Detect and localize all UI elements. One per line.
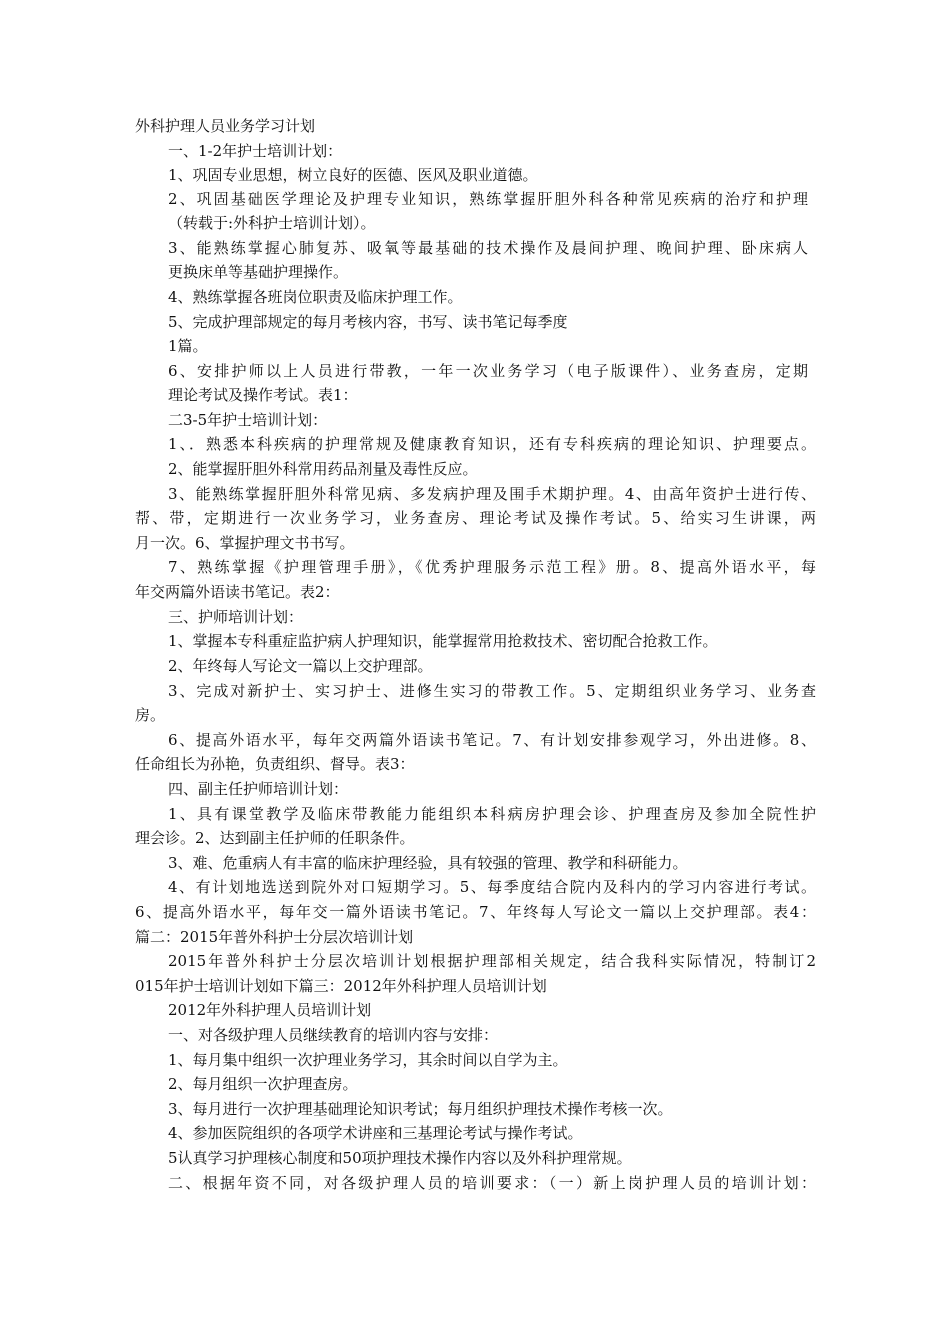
text-line: 1、掌握本专科重症监护病人护理知识，能掌握常用抢救技术、密切配合抢救工作。 (168, 632, 718, 650)
text-line: （转载于:外科护士培训计划）。 (168, 214, 376, 232)
text-line: 更换床单等基础护理操作。 (168, 263, 349, 281)
text-line: 6、安排护师以上人员进行带教，一年一次业务学习（电子版课件）、业务查房，定期 (168, 362, 808, 380)
section-heading: 篇二：2015年普外科护士分层次培训计划 (135, 928, 414, 946)
text-line: 3、难、危重病人有丰富的临床护理经验，具有较强的管理、教学和科研能力。 (168, 854, 688, 872)
text-line: 理会诊。2、达到副主任护师的任职条件。 (135, 829, 415, 847)
text-line: 5、完成护理部规定的每月考核内容，书写、读书笔记每季度 (168, 313, 568, 331)
text-line: 3、能熟练掌握肝胆外科常见病、多发病护理及围手术期护理。4、由高年资护士进行传、 (168, 485, 816, 503)
document-title: 外科护理人员业务学习计划 (135, 117, 316, 135)
text-line: 4、参加医院组织的各项学术讲座和三基理论考试与操作考试。 (168, 1124, 583, 1142)
text-line: 1、．熟悉本科疾病的护理常规及健康教育知识，还有专科疾病的理论知识、护理要点。 (168, 435, 816, 453)
text-line: 3、完成对新护士、实习护士、进修生实习的带教工作。5、定期组织业务学习、业务查 (168, 682, 816, 700)
text-line: 2、巩固基础医学理论及护理专业知识，熟练掌握肝胆外科各种常见疾病的治疗和护理 (168, 190, 808, 208)
text-line: 年交两篇外语读书笔记。表2： (135, 583, 340, 601)
text-line: 6、提高外语水平，每年交两篇外语读书笔记。7、有计划安排参观学习，外出进修。8、 (168, 731, 816, 749)
text-line: 任命组长为孙艳，负责组织、督导。表3： (135, 755, 415, 773)
text-line: 月一次。6、掌握护理文书书写。 (135, 534, 355, 552)
section-heading: 二3-5年护士培训计划： (168, 411, 328, 429)
text-line: 房。 (135, 706, 166, 724)
section-heading: 四、副主任护师培训计划： (168, 780, 349, 798)
text-line: 帮、带，定期进行一次业务学习，业务查房、理论考试及操作考试。5、给实习生讲课，两 (135, 509, 816, 527)
text-line: 2、年终每人写论文一篇以上交护理部。 (168, 657, 433, 675)
text-line: 4、熟练掌握各班岗位职责及临床护理工作。 (168, 288, 463, 306)
text-line: 1、具有课堂教学及临床带教能力能组织本科病房护理会诊、护理查房及参加全院性护 (168, 805, 816, 823)
section-heading: 二、根据年资不同，对各级护理人员的培训要求：（一）新上岗护理人员的培训计划： (168, 1174, 816, 1192)
text-line: 6、提高外语水平，每年交一篇外语读书笔记。7、年终每人写论文一篇以上交护理部。表4： (135, 903, 816, 921)
text-line: 1篇。 (168, 337, 208, 355)
text-line: 理论考试及操作考试。表1： (168, 386, 358, 404)
section-heading: 三、护师培训计划： (168, 608, 304, 626)
text-line: 1、巩固专业思想，树立良好的医德、医风及职业道德。 (168, 166, 538, 184)
text-line: 2015年普外科护士分层次培训计划根据护理部相关规定，结合我科实际情况，特制订2 (168, 952, 816, 970)
section-heading: 2012年外科护理人员培训计划 (168, 1001, 372, 1019)
section-heading: 一、对各级护理人员继续教育的培训内容与安排： (168, 1026, 499, 1044)
text-line: 7、熟练掌握《护理管理手册》，《优秀护理服务示范工程》册。8、提高外语水平，每 (168, 558, 816, 576)
text-line: 1、每月集中组织一次护理业务学习，其余时间以自学为主。 (168, 1051, 568, 1069)
text-line: 4、有计划地选送到院外对口短期学习。5、每季度结合院内及科内的学习内容进行考试。 (168, 878, 816, 896)
text-line: 2、能掌握肝胆外科常用药品剂量及毒性反应。 (168, 460, 478, 478)
text-line: 3、每月进行一次护理基础理论知识考试；每月组织护理技术操作考核一次。 (168, 1100, 673, 1118)
text-line: 015年护士培训计划如下篇三：2012年外科护理人员培训计划 (135, 977, 547, 995)
text-line: 3、能熟练掌握心肺复苏、吸氧等最基础的技术操作及晨间护理、晚间护理、卧床病人 (168, 239, 808, 257)
text-line: 2、每月组织一次护理查房。 (168, 1075, 358, 1093)
text-line: 5认真学习护理核心制度和50项护理技术操作内容以及外科护理常规。 (168, 1149, 632, 1167)
section-heading: 一、1-2年护士培训计划： (168, 142, 343, 160)
